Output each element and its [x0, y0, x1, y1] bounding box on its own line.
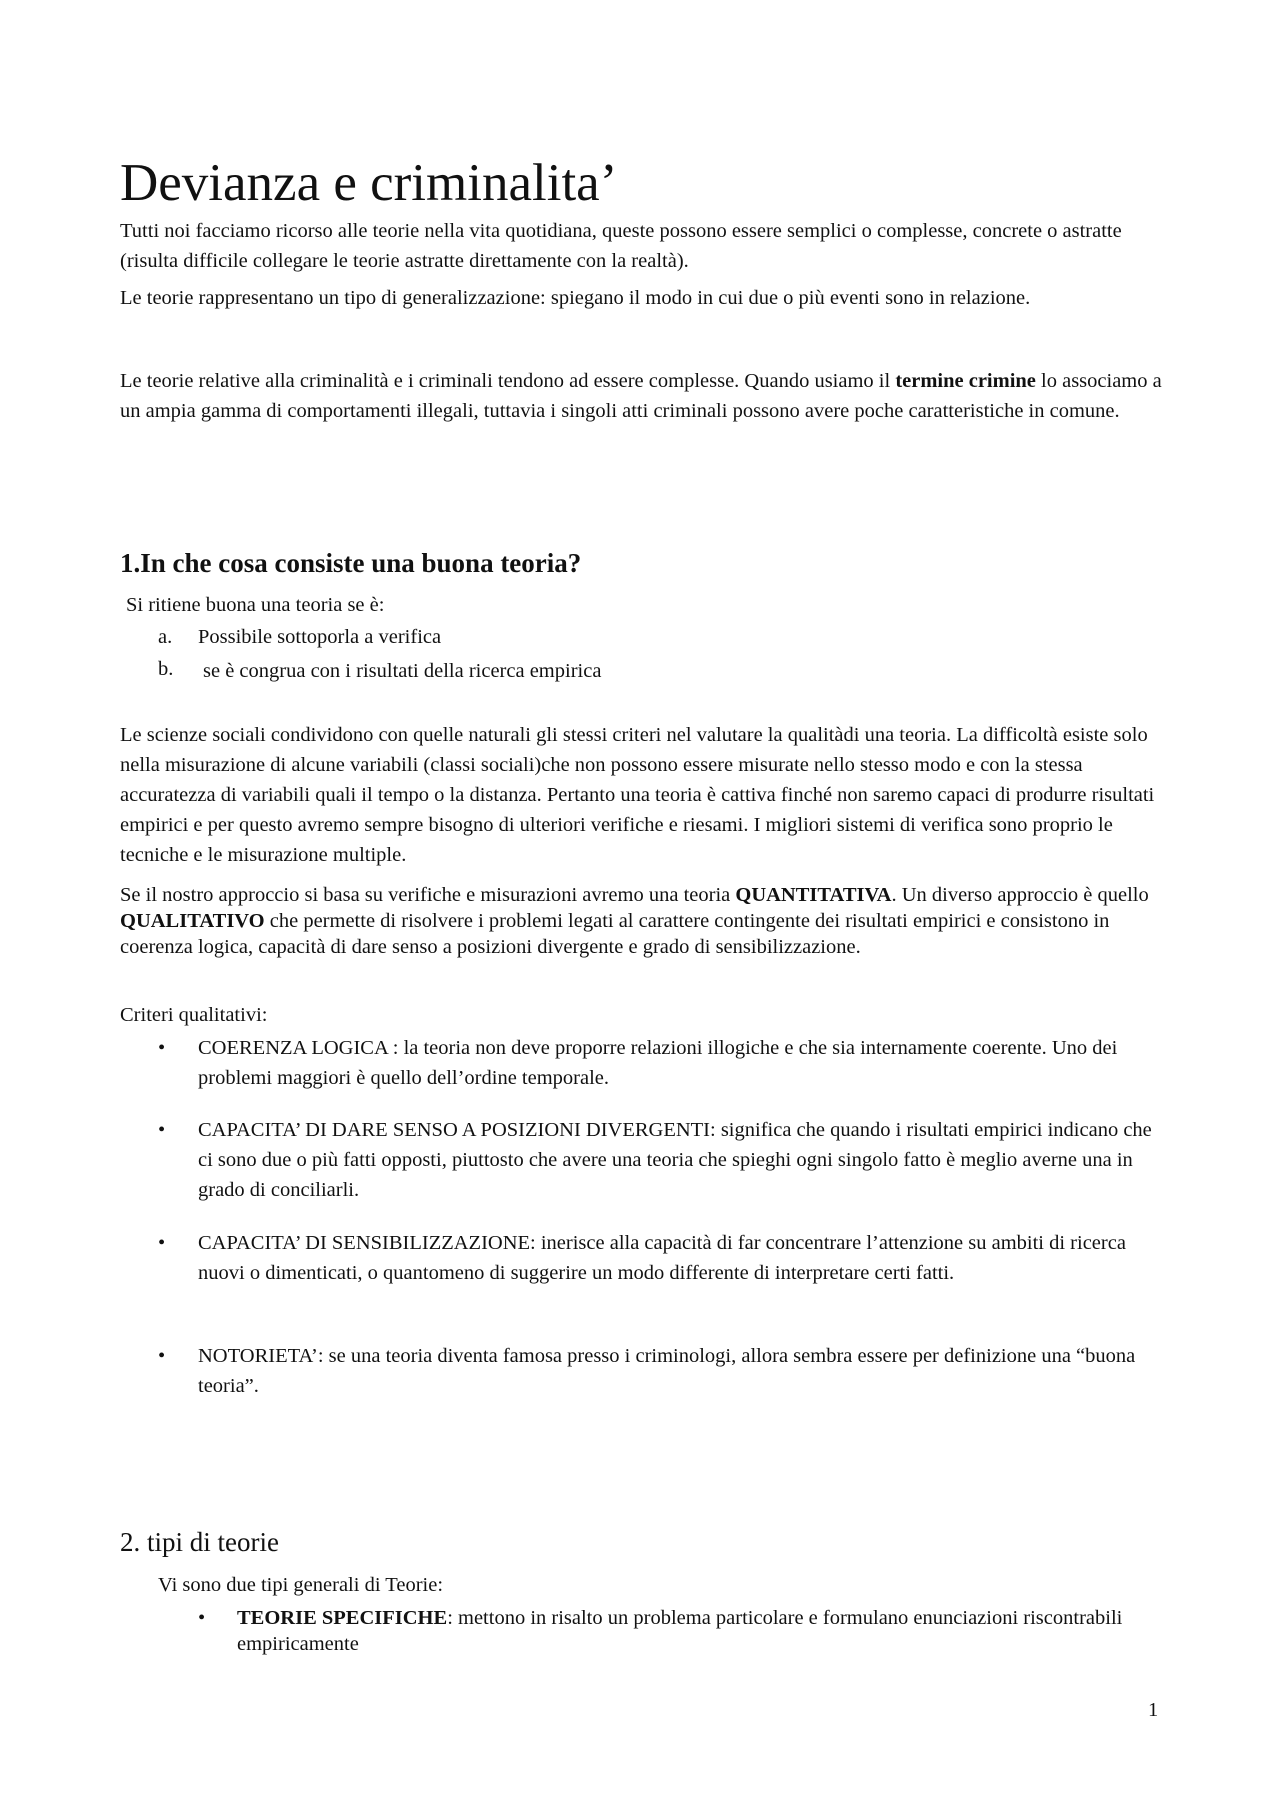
criteria-lead: Criteri qualitativi: [120, 1004, 268, 1026]
intro-paragraph-3 [120, 366, 1165, 426]
p2-text-c: che permette di risolvere i problemi legati al carattere contingente dei risultati empirici e consistono in coerenza logica, capacità di dare senso a posizioni divergente e grado di sensibilizzazione. [120, 910, 1110, 958]
section-2-heading: 2. tipi di teorie [120, 1527, 279, 1557]
list-marker-b: b. [158, 658, 174, 680]
bullet-4: • [158, 1345, 166, 1367]
bullet-1: • [158, 1037, 166, 1059]
p2-text-a: Se il nostro approccio si basa su verifiche e misurazioni avremo una teoria [120, 884, 736, 906]
criteria-item-4: NOTORIETA’: se una teoria diventa famosa presso i criminologi, allora sembra essere per definizione una “buona teoria”. [198, 1345, 1136, 1397]
page-number: 1 [1148, 1699, 1159, 1721]
section-1-lead: Si ritiene buona una teoria se è: [126, 594, 385, 616]
document-title: Devianza e criminalita’ [120, 154, 618, 212]
p2-bold-quantitativa: QUANTITATIVA [735, 884, 892, 906]
list-marker-a: a. [158, 626, 173, 648]
section-1-heading: 1.In che cosa consiste una buona teoria? [120, 548, 582, 578]
intro-paragraph-2: Le teorie rappresentano un tipo di generalizzazione: spiegano il modo in cui due o più eventi sono in relazione. [120, 287, 1031, 309]
intro-p3-text-a: Le teorie relative alla criminalità e i criminali tendono ad essere complesse. Quando usiamo il [120, 370, 896, 392]
bullet-teorie: • [198, 1607, 206, 1629]
criteria-item-3: CAPACITA’ DI SENSIBILIZZAZIONE: inerisce alla capacità di far concentrare l’attenzione su ambiti di ricerca nuovi o dimenticati, o quantomeno di suggerire un modo differente di interpretare certi fatti. [198, 1232, 1126, 1284]
intro-p3-bold: termine crimine [895, 370, 1036, 392]
criteria-item-2: CAPACITA’ DI DARE SENSO A POSIZIONI DIVERGENTI: significa che quando i risultati empirici indicano che ci sono due o più fatti opposti, piuttosto che avere una teoria che spieghi ogni singolo fatto è meglio averne una in grado di conciliarli. [198, 1119, 1152, 1201]
list-item-b: se è congrua con i risultati della ricerca empirica [203, 660, 602, 682]
section-1-paragraph-2 [120, 882, 1165, 960]
criteria-item-1: COERENZA LOGICA : la teoria non deve proporre relazioni illogiche e che sia internamente coerente. Uno dei problemi maggiori è quello dell’ordine temporale. [198, 1037, 1118, 1089]
teorie-specifiche-item [237, 1605, 1162, 1657]
intro-paragraph-1: Tutti noi facciamo ricorso alle teorie nella vita quotidiana, queste possono essere semplici o complesse, concrete o astratte (risulta difficile collegare le teorie astratte direttamente con la realtà). [120, 220, 1122, 272]
p2-bold-qualitativo: QUALITATIVO [120, 910, 265, 932]
bullet-2: • [158, 1119, 166, 1141]
teorie-specifiche-text: : mettono in risalto un problema particolare e formulano enunciazioni riscontrabili empiricamente [237, 1607, 1123, 1655]
section-2-lead: Vi sono due tipi generali di Teorie: [158, 1574, 444, 1596]
bullet-3: • [158, 1232, 166, 1254]
list-item-a: Possibile sottoporla a verifica [198, 626, 442, 648]
p2-text-b: . Un diverso approccio è quello [891, 884, 1149, 906]
section-1-paragraph-1: Le scienze sociali condividono con quelle naturali gli stessi criteri nel valutare la qualitàdi una teoria. La difficoltà esiste solo nella misurazione di alcune variabili (classi sociali)che non possono essere misurate nello stesso modo e con la stessa accuratezza di variabili quali il tempo o la distanza. Pertanto una teoria è cattiva finché non saremo capaci di produrre risultati empirici e per questo avremo sempre bisogno di ulteriori verifiche e riesami. I migliori sistemi di verifica sono proprio le tecniche e le misurazione multiple. [120, 724, 1155, 866]
intro-p3-text-b: lo associamo a un ampia gamma di comportamenti illegali, tuttavia i singoli atti criminali possono avere poche caratteristiche in comune. [120, 370, 1162, 422]
teorie-specifiche-bold: TEORIE SPECIFICHE [237, 1607, 448, 1629]
